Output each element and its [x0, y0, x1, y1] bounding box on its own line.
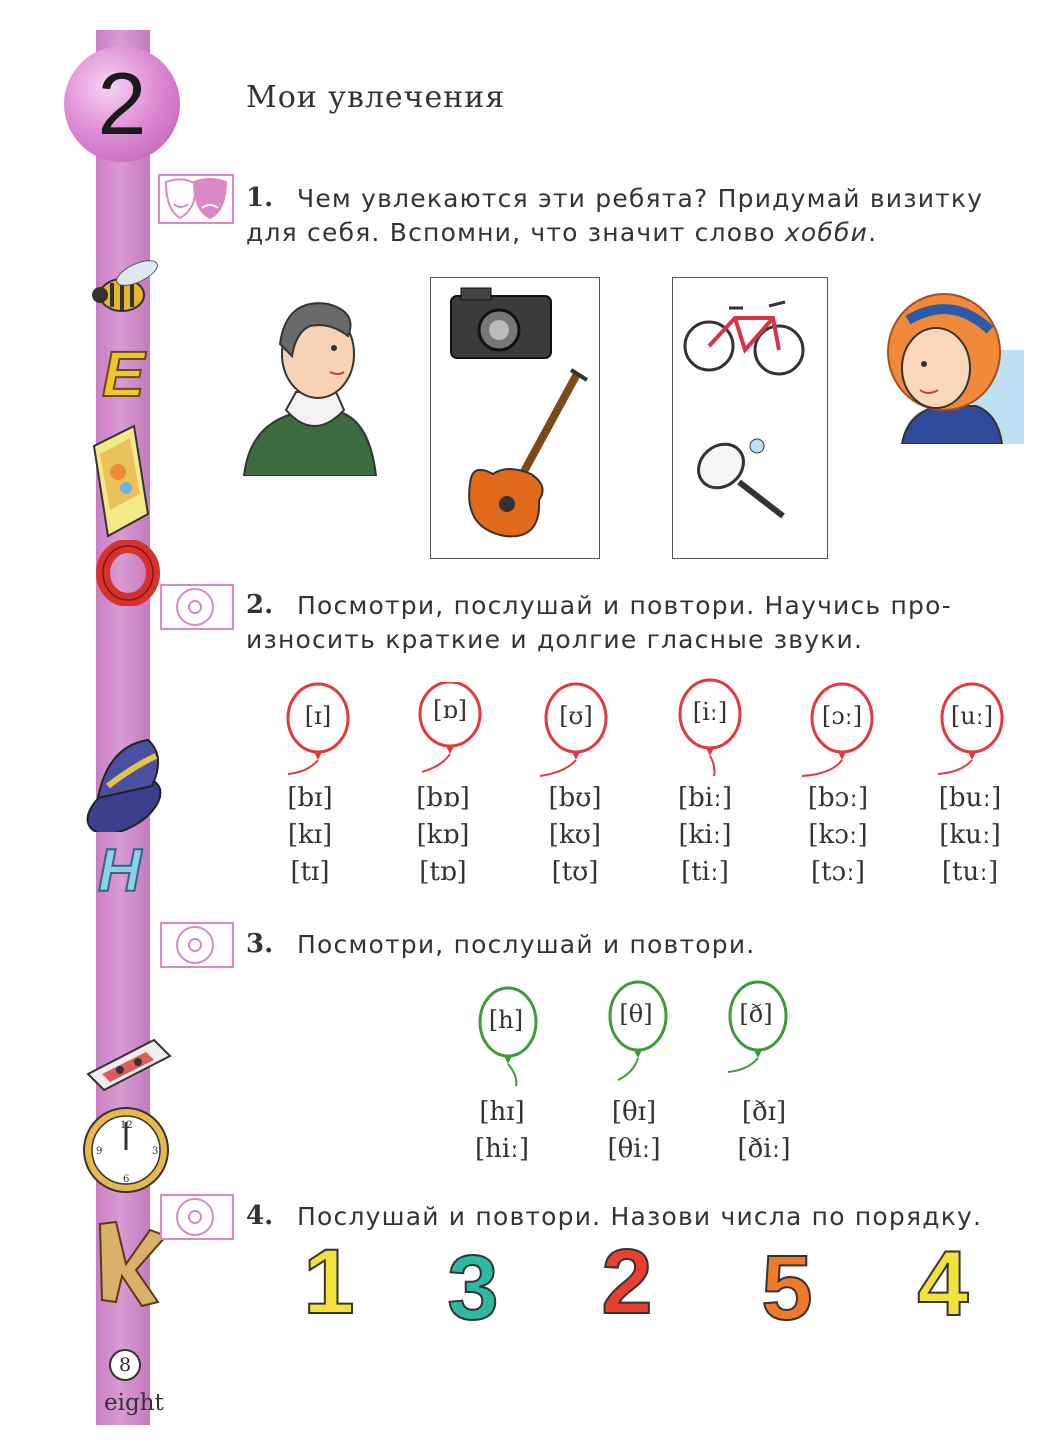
clock-icon — [80, 1104, 174, 1196]
syllable: [tuː] — [941, 857, 999, 887]
syllable: [ðiː] — [737, 1134, 791, 1164]
syllable: [ðɪ] — [741, 1097, 787, 1127]
balloon-1 — [278, 682, 358, 782]
letter-o-icon — [96, 540, 160, 606]
digit-three: 3 — [447, 1237, 499, 1339]
boy-icon — [240, 292, 380, 476]
balloon-6 — [932, 682, 1012, 782]
syllable: [kɔː] — [808, 820, 868, 850]
syllable: [tiː] — [681, 857, 729, 887]
cd-icon[interactable] — [160, 584, 234, 630]
balloon-4 — [670, 678, 750, 778]
phonetic-column-1 — [270, 780, 350, 891]
page-number-word: eight — [104, 1390, 164, 1416]
hat-icon — [78, 726, 180, 832]
red-balloon-icon — [536, 682, 616, 782]
letter-e-icon — [96, 338, 160, 406]
syllable: [kuː] — [939, 820, 1001, 850]
digit-four: 4 — [917, 1233, 969, 1335]
syllable: [θɪ] — [611, 1097, 657, 1127]
red-balloon-icon — [932, 682, 1012, 782]
balloon-3-label: [ʊ] — [559, 702, 593, 730]
hobby-picture-box-1 — [430, 277, 600, 559]
red-balloon-icon — [802, 682, 882, 782]
exercise-2-number: 2. — [246, 590, 274, 620]
exercise-2-line-1: Посмотри, послушай и повтори. Научись про- — [297, 591, 952, 620]
cassette-icon — [84, 1034, 174, 1094]
svg-text:3: 3 — [152, 1146, 159, 1157]
green-balloon-icon — [470, 984, 550, 1088]
balloon-6-label: [uː] — [950, 702, 994, 730]
syllable: [bɒ] — [416, 783, 470, 813]
syllable: [hiː] — [474, 1134, 530, 1164]
red-balloon-icon — [670, 678, 750, 778]
exercise-2-line-2: износить краткие и долгие гласные звуки. — [246, 625, 864, 654]
syllable: [bʊ] — [548, 783, 602, 813]
syllable: [biː] — [677, 783, 732, 813]
balloon-5-label: [ɔː] — [821, 702, 863, 730]
digit-two: 2 — [601, 1231, 653, 1333]
syllable: [bɪ] — [287, 783, 333, 813]
masks-icon-box — [158, 174, 234, 224]
guitar-icon — [469, 370, 587, 536]
phonetic-column-h — [462, 1094, 542, 1168]
balloon-2-label: [ɒ] — [432, 696, 468, 724]
girl-icon — [872, 290, 1024, 444]
green-balloon-1 — [470, 984, 550, 1088]
phonetic-column-4 — [665, 780, 745, 891]
green-balloon-icon — [720, 980, 800, 1084]
exercise-1-number: 1. — [246, 183, 274, 213]
cd-icon[interactable] — [160, 1194, 234, 1240]
syllable: [bɔː] — [807, 783, 869, 813]
hobby-word: хобби — [784, 218, 869, 247]
balloon-1-label: [ɪ] — [304, 702, 332, 730]
phonetic-column-6 — [930, 780, 1010, 891]
camera-icon — [451, 288, 551, 358]
syllable: [hɪ] — [479, 1097, 525, 1127]
green-balloon-3-label: [ð] — [739, 1000, 773, 1028]
unit-number: 2 — [97, 54, 147, 153]
phonetic-column-theta — [594, 1094, 674, 1168]
exercise-1-line-2: для себя. Вспомни, что значит слово хобби. — [246, 218, 878, 247]
syllable: [θiː] — [607, 1134, 661, 1164]
bicycle-racket-picture — [673, 278, 827, 558]
bicycle-icon — [685, 302, 803, 374]
balloon-4-label: [iː] — [692, 698, 728, 726]
green-balloon-2 — [600, 980, 680, 1084]
syllable: [tɔː] — [810, 857, 866, 887]
svg-text:E: E — [102, 338, 145, 406]
svg-text:H: H — [98, 837, 142, 898]
book-icon — [88, 424, 154, 540]
green-balloon-3 — [720, 980, 800, 1084]
balloon-5 — [802, 682, 882, 782]
syllable: [kɒ] — [416, 820, 470, 850]
syllable: [kɪ] — [287, 820, 333, 850]
bee-icon — [82, 255, 172, 325]
tennis-racket-icon — [690, 435, 783, 516]
page-number: 8 — [109, 1349, 141, 1381]
syllable: [tɒ] — [419, 857, 467, 887]
digit-one: 1 — [303, 1231, 355, 1333]
page-title: Мои увлечения — [246, 80, 506, 115]
exercise-4-line-1: Послушай и повтори. Назови числа по порядку. — [297, 1202, 983, 1231]
svg-text:6: 6 — [123, 1174, 130, 1185]
hobby-picture-box-2 — [672, 277, 828, 559]
balloon-2 — [410, 682, 490, 782]
syllable: [buː] — [938, 783, 1002, 813]
green-balloon-icon — [600, 980, 680, 1084]
svg-text:9: 9 — [96, 1146, 103, 1157]
cd-icon[interactable] — [160, 922, 234, 968]
red-balloon-icon — [278, 682, 358, 782]
green-balloon-2-label: [θ] — [619, 1000, 653, 1028]
exercise-4-number: 4. — [246, 1201, 274, 1231]
exercise-3-number: 3. — [246, 929, 274, 959]
syllable: [kʊ] — [548, 820, 602, 850]
green-balloon-1-label: [h] — [488, 1006, 524, 1034]
svg-text:12: 12 — [120, 1120, 133, 1131]
phonetic-column-3 — [535, 780, 615, 891]
exercise-1-line-1: Чем увлекаются эти ребята? Придумай визитку — [297, 184, 984, 213]
phonetic-column-2 — [403, 780, 483, 891]
masks-icon — [160, 176, 232, 222]
camera-guitar-picture — [431, 278, 599, 558]
syllable: [tɪ] — [290, 857, 330, 887]
phonetic-column-eth — [724, 1094, 804, 1168]
digit-five: 5 — [761, 1237, 813, 1339]
syllable: [kiː] — [678, 820, 732, 850]
exercise-3-line-1: Посмотри, послушай и повтори. — [297, 930, 756, 959]
letter-n-icon — [96, 836, 162, 898]
syllable: [tʊ] — [551, 857, 599, 887]
balloon-3 — [536, 682, 616, 782]
phonetic-column-5 — [798, 780, 878, 891]
